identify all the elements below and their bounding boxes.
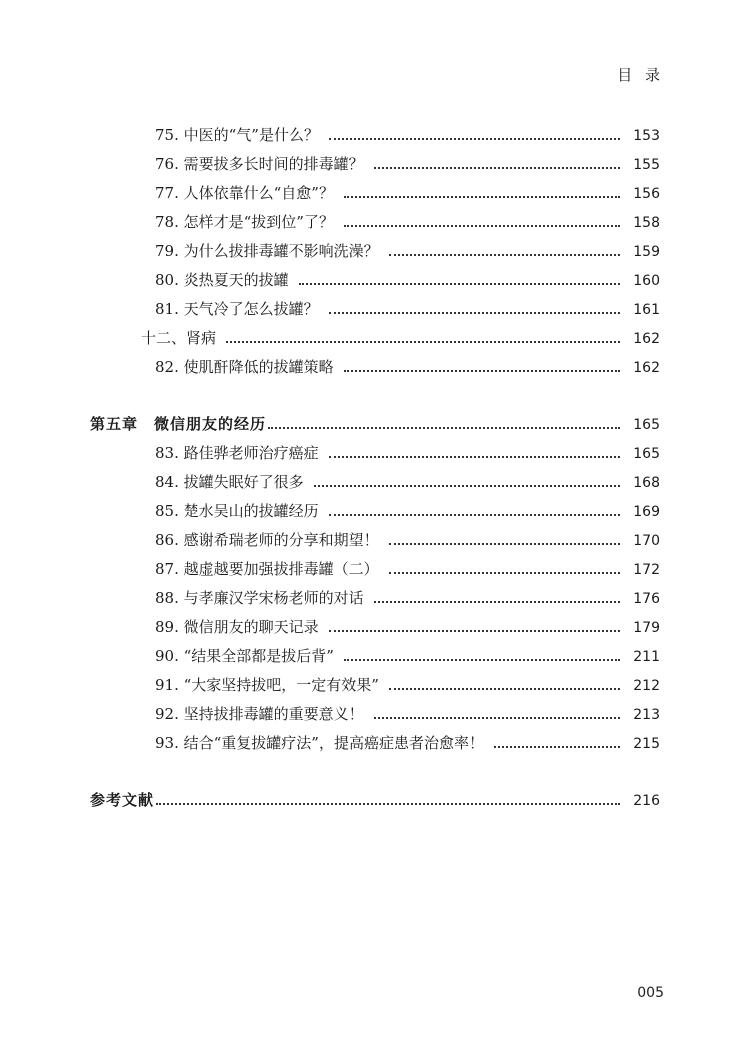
toc-entry[interactable] bbox=[155, 443, 660, 463]
toc-entry-title: 80. 炎热夏天的拔罐 bbox=[155, 271, 289, 289]
toc-entry-page: 156 bbox=[633, 186, 660, 202]
toc-entry[interactable] bbox=[155, 212, 660, 232]
toc-chapter-title: 第五章 微信朋友的经历 bbox=[90, 415, 267, 433]
toc-entry[interactable] bbox=[155, 559, 660, 579]
toc-entry-title: 90. “结果全部都是拔后背” bbox=[155, 647, 334, 665]
toc-entry-title: 92. 坚持拔排毒罐的重要意义！ bbox=[155, 705, 364, 723]
toc-entry-page: 158 bbox=[633, 215, 660, 231]
dot-leader bbox=[156, 803, 620, 805]
toc-entry-title: 75. 中医的“气”是什么？ bbox=[155, 126, 319, 144]
toc-entry-title: 86. 感谢希瑞老师的分享和期望！ bbox=[155, 531, 379, 549]
toc-entry-title: 93. 结合“重复拔罐疗法”，提高癌症患者治愈率！ bbox=[155, 734, 484, 752]
toc-entry-page: 153 bbox=[633, 128, 660, 144]
toc-entry-page: 168 bbox=[633, 475, 660, 491]
toc-entry-page: 179 bbox=[633, 620, 660, 636]
toc-entry-page: 211 bbox=[633, 649, 660, 665]
toc-entry-page: 213 bbox=[633, 707, 660, 723]
toc-entry-page: 215 bbox=[633, 736, 660, 752]
toc-entry[interactable] bbox=[155, 733, 660, 753]
toc-entry-page: 162 bbox=[633, 331, 660, 347]
running-header: 目 录 bbox=[617, 66, 664, 84]
toc-entry[interactable] bbox=[155, 154, 660, 174]
dot-leader bbox=[389, 543, 620, 545]
dot-leader bbox=[374, 601, 620, 603]
dot-leader bbox=[329, 630, 620, 632]
toc-entry-title: 76. 需要拔多长时间的排毒罐？ bbox=[155, 155, 364, 173]
toc-entry[interactable] bbox=[155, 617, 660, 637]
toc-entry[interactable] bbox=[155, 472, 660, 492]
toc-section-entry[interactable] bbox=[141, 328, 660, 348]
dot-leader bbox=[389, 254, 620, 256]
dot-leader bbox=[314, 485, 620, 487]
toc-entry-title: 85. 楚水吴山的拔罐经历 bbox=[155, 502, 319, 520]
toc-entry-title: 89. 微信朋友的聊天记录 bbox=[155, 618, 319, 636]
toc-entry-page: 159 bbox=[633, 244, 660, 260]
toc-entry-page: 162 bbox=[633, 360, 660, 376]
toc-entry-title: 82. 使肌酐降低的拔罐策略 bbox=[155, 358, 334, 376]
dot-leader bbox=[268, 427, 620, 429]
toc-entry-title: 十二、肾病 bbox=[141, 329, 217, 347]
toc-entry[interactable] bbox=[155, 501, 660, 521]
toc-entry[interactable] bbox=[155, 646, 660, 666]
toc-chapter-entry[interactable] bbox=[90, 414, 660, 434]
dot-leader bbox=[344, 196, 620, 198]
toc-chapter-entry[interactable] bbox=[90, 790, 660, 810]
toc-entry-title: 88. 与孝廉汉学宋杨老师的对话 bbox=[155, 589, 364, 607]
toc-entry-page: 161 bbox=[633, 302, 660, 318]
dot-leader bbox=[329, 514, 620, 516]
toc-entry[interactable] bbox=[155, 704, 660, 724]
dot-leader bbox=[344, 370, 620, 372]
dot-leader bbox=[329, 138, 620, 140]
toc-entry-page: 155 bbox=[633, 157, 660, 173]
dot-leader bbox=[329, 312, 620, 314]
toc-entry-title: 77. 人体依靠什么“自愈”？ bbox=[155, 184, 334, 202]
toc-entry-page: 165 bbox=[633, 446, 660, 462]
toc-entry[interactable] bbox=[155, 357, 660, 377]
toc-entry-title: 84. 拔罐失眠好了很多 bbox=[155, 473, 304, 491]
toc-entry-title: 79. 为什么拔排毒罐不影响洗澡？ bbox=[155, 242, 379, 260]
toc-entry[interactable] bbox=[155, 183, 660, 203]
toc-entry-page: 169 bbox=[633, 504, 660, 520]
dot-leader bbox=[494, 746, 620, 748]
toc-entry[interactable] bbox=[155, 299, 660, 319]
dot-leader bbox=[344, 659, 620, 661]
toc-entry-page: 216 bbox=[633, 793, 660, 809]
toc-entry[interactable] bbox=[155, 270, 660, 290]
toc-entry-page: 212 bbox=[633, 678, 660, 694]
dot-leader bbox=[374, 717, 620, 719]
toc-entry-page: 176 bbox=[633, 591, 660, 607]
dot-leader bbox=[226, 341, 620, 343]
toc-entry-page: 170 bbox=[633, 533, 660, 549]
toc-entry-title: 83. 路佳骅老师治疗癌症 bbox=[155, 444, 319, 462]
dot-leader bbox=[389, 688, 620, 690]
toc-entry[interactable] bbox=[155, 241, 660, 261]
toc-entry[interactable] bbox=[155, 675, 660, 695]
toc-entry-page: 165 bbox=[633, 417, 660, 433]
toc-entry-page: 160 bbox=[633, 273, 660, 289]
toc-entry-title: 87. 越虚越要加强拔排毒罐（二） bbox=[155, 560, 379, 578]
toc-entry-title: 78. 怎样才是“拔到位”了？ bbox=[155, 213, 334, 231]
dot-leader bbox=[344, 225, 620, 227]
dot-leader bbox=[299, 283, 620, 285]
toc-entry-title: 91. “大家坚持拔吧，一定有效果” bbox=[155, 676, 379, 694]
dot-leader bbox=[374, 167, 620, 169]
toc-entry[interactable] bbox=[155, 530, 660, 550]
toc-entry[interactable] bbox=[155, 125, 660, 145]
dot-leader bbox=[389, 572, 620, 574]
toc-chapter-title: 参考文献 bbox=[90, 791, 155, 809]
toc-entry-page: 172 bbox=[633, 562, 660, 578]
toc-entry-title: 81. 天气冷了怎么拔罐？ bbox=[155, 300, 319, 318]
dot-leader bbox=[329, 456, 620, 458]
page-number: 005 bbox=[637, 985, 664, 1001]
toc-entry[interactable] bbox=[155, 588, 660, 608]
